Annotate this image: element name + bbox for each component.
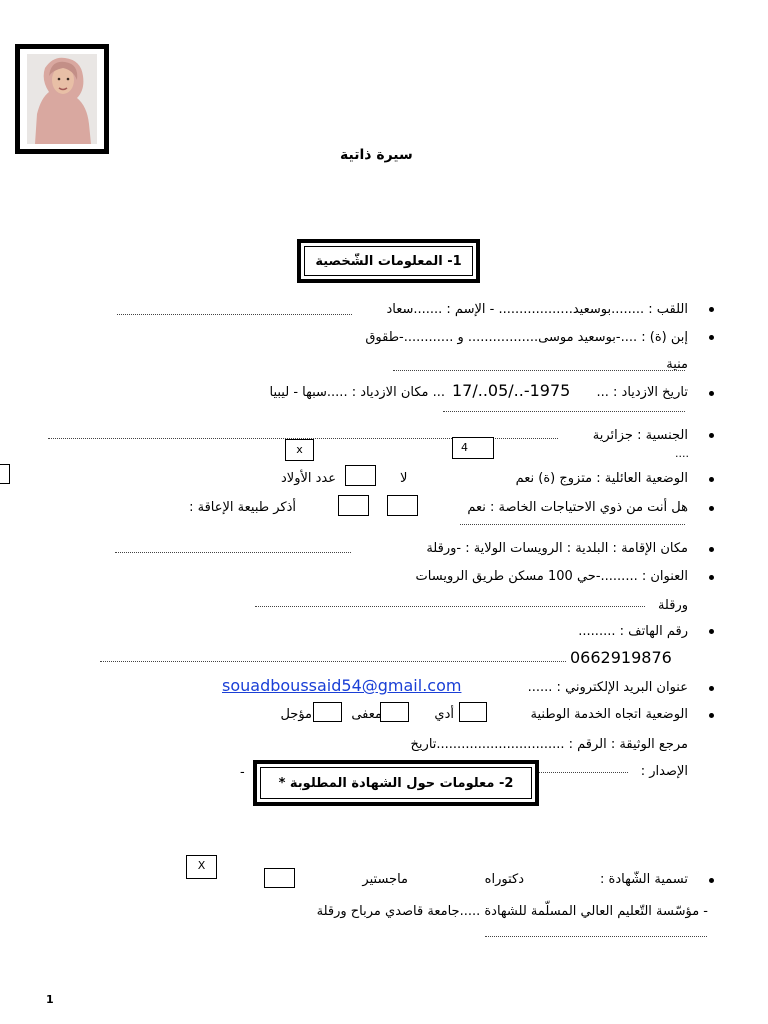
- marital-status: الوضعية العائلية : متزوج (ة) نعم: [515, 471, 688, 486]
- birth-date: 17/..05/..-1975: [452, 381, 571, 400]
- section-1-title: 1- المعلومات الشّخصية: [304, 246, 473, 276]
- military-service-label: الوضعية اتجاه الخدمة الوطنية: [530, 707, 688, 722]
- bullet: [709, 506, 714, 511]
- surname-name-line: اللقب : ........بوسعيد.................. - الإسم : .......سعاد: [386, 302, 688, 317]
- bullet: [709, 713, 714, 718]
- dotted-line: [443, 411, 685, 412]
- email-label: عنوان البريد الإلكتروني : ......: [527, 680, 688, 695]
- dotted-line: [393, 370, 685, 371]
- bullet: [709, 391, 714, 396]
- bullet: [709, 335, 714, 340]
- section-1-heading: [297, 239, 480, 283]
- bullet: [709, 477, 714, 482]
- phone-label: رقم الهاتف : .........: [578, 624, 688, 639]
- birth-place: ... مكان الازدياد : .....سبها - ليبيا: [269, 385, 445, 400]
- dotted-line: [485, 936, 707, 937]
- dotted-line: [115, 552, 351, 553]
- email-link[interactable]: souadboussaid54@gmail.com: [222, 676, 462, 695]
- issue-label: الإصدار :: [640, 764, 688, 779]
- birth-date-label: تاريخ الازدياد : ...: [596, 385, 688, 400]
- bullet: [709, 547, 714, 552]
- special-needs-yes-checkbox[interactable]: [387, 495, 418, 516]
- special-needs-question: هل أنت من ذوي الاحتياجات الخاصة : نعم: [467, 500, 688, 515]
- section-2-heading: [253, 760, 539, 806]
- document-reference: مرجع الوثيقة : الرقم : ...............................تاريخ: [410, 737, 688, 752]
- issuing-institution: - مؤسّسة التّعليم العالي المسلّمة للشهادة .....جامعة قاصدي مرباح ورقلة: [316, 904, 708, 919]
- children-label: عدد الأولاد: [280, 471, 336, 486]
- dotted-line: [117, 314, 352, 315]
- master-checkbox[interactable]: [264, 868, 295, 888]
- service-deferred-checkbox[interactable]: [313, 702, 342, 722]
- phone-number: 0662919876: [570, 648, 672, 667]
- married-yes-checkbox[interactable]: x: [285, 439, 314, 461]
- bullet: [709, 686, 714, 691]
- service-exempt-label: معفى: [351, 707, 382, 722]
- degree-doctorate: دكتوراه: [484, 872, 524, 887]
- bullet: [709, 629, 714, 634]
- disability-label: أذكر طبيعة الإعاقة :: [189, 500, 296, 515]
- doctorate-checkbox[interactable]: X: [186, 855, 217, 879]
- section-2-title: 2- معلومات حول الشهادة المطلوبة *: [260, 767, 532, 799]
- bullet: [709, 878, 714, 883]
- service-deferred-label: مؤجل: [280, 707, 312, 722]
- nationality: الجنسية : جزائرية: [592, 428, 688, 443]
- address-city: ورقلة: [657, 598, 688, 613]
- dotted-line: [255, 606, 645, 607]
- page-number: 1: [46, 993, 54, 1006]
- dotted-line: [100, 661, 566, 662]
- document-title: سيرة ذاتية: [340, 147, 413, 163]
- nationality-dots: ....: [675, 447, 689, 460]
- parents-line: إبن (ة) : ....-بوسعيد موسى................. و ............-طقوق: [365, 330, 688, 345]
- service-performed-checkbox[interactable]: [459, 702, 487, 722]
- children-count-box[interactable]: 4: [452, 437, 494, 459]
- dotted-line: [460, 524, 685, 525]
- issue-dash: -: [240, 765, 245, 780]
- marital-no-label: لا: [400, 471, 408, 486]
- degree-master: ماجستير: [362, 872, 408, 887]
- bullet: [709, 575, 714, 580]
- service-exempt-checkbox[interactable]: [380, 702, 409, 722]
- address: العنوان : .........-حي 100 مسكن طريق الرويسات: [415, 569, 688, 584]
- service-performed-label: أدي: [434, 707, 454, 722]
- profile-portrait-image: [27, 54, 97, 144]
- degree-label: تسمية الشّهادة :: [600, 872, 688, 887]
- dotted-line: [538, 772, 628, 773]
- special-needs-no-checkbox[interactable]: [338, 495, 369, 516]
- profile-photo: [15, 44, 109, 154]
- married-no-checkbox[interactable]: [345, 465, 376, 486]
- bullet: [709, 433, 714, 438]
- residence: مكان الإقامة : البلدية : الرويسات الولاية : -ورقلة: [426, 541, 688, 556]
- mother-name: منية: [666, 357, 688, 372]
- children-edge-checkbox[interactable]: [0, 464, 10, 484]
- bullet: [709, 307, 714, 312]
